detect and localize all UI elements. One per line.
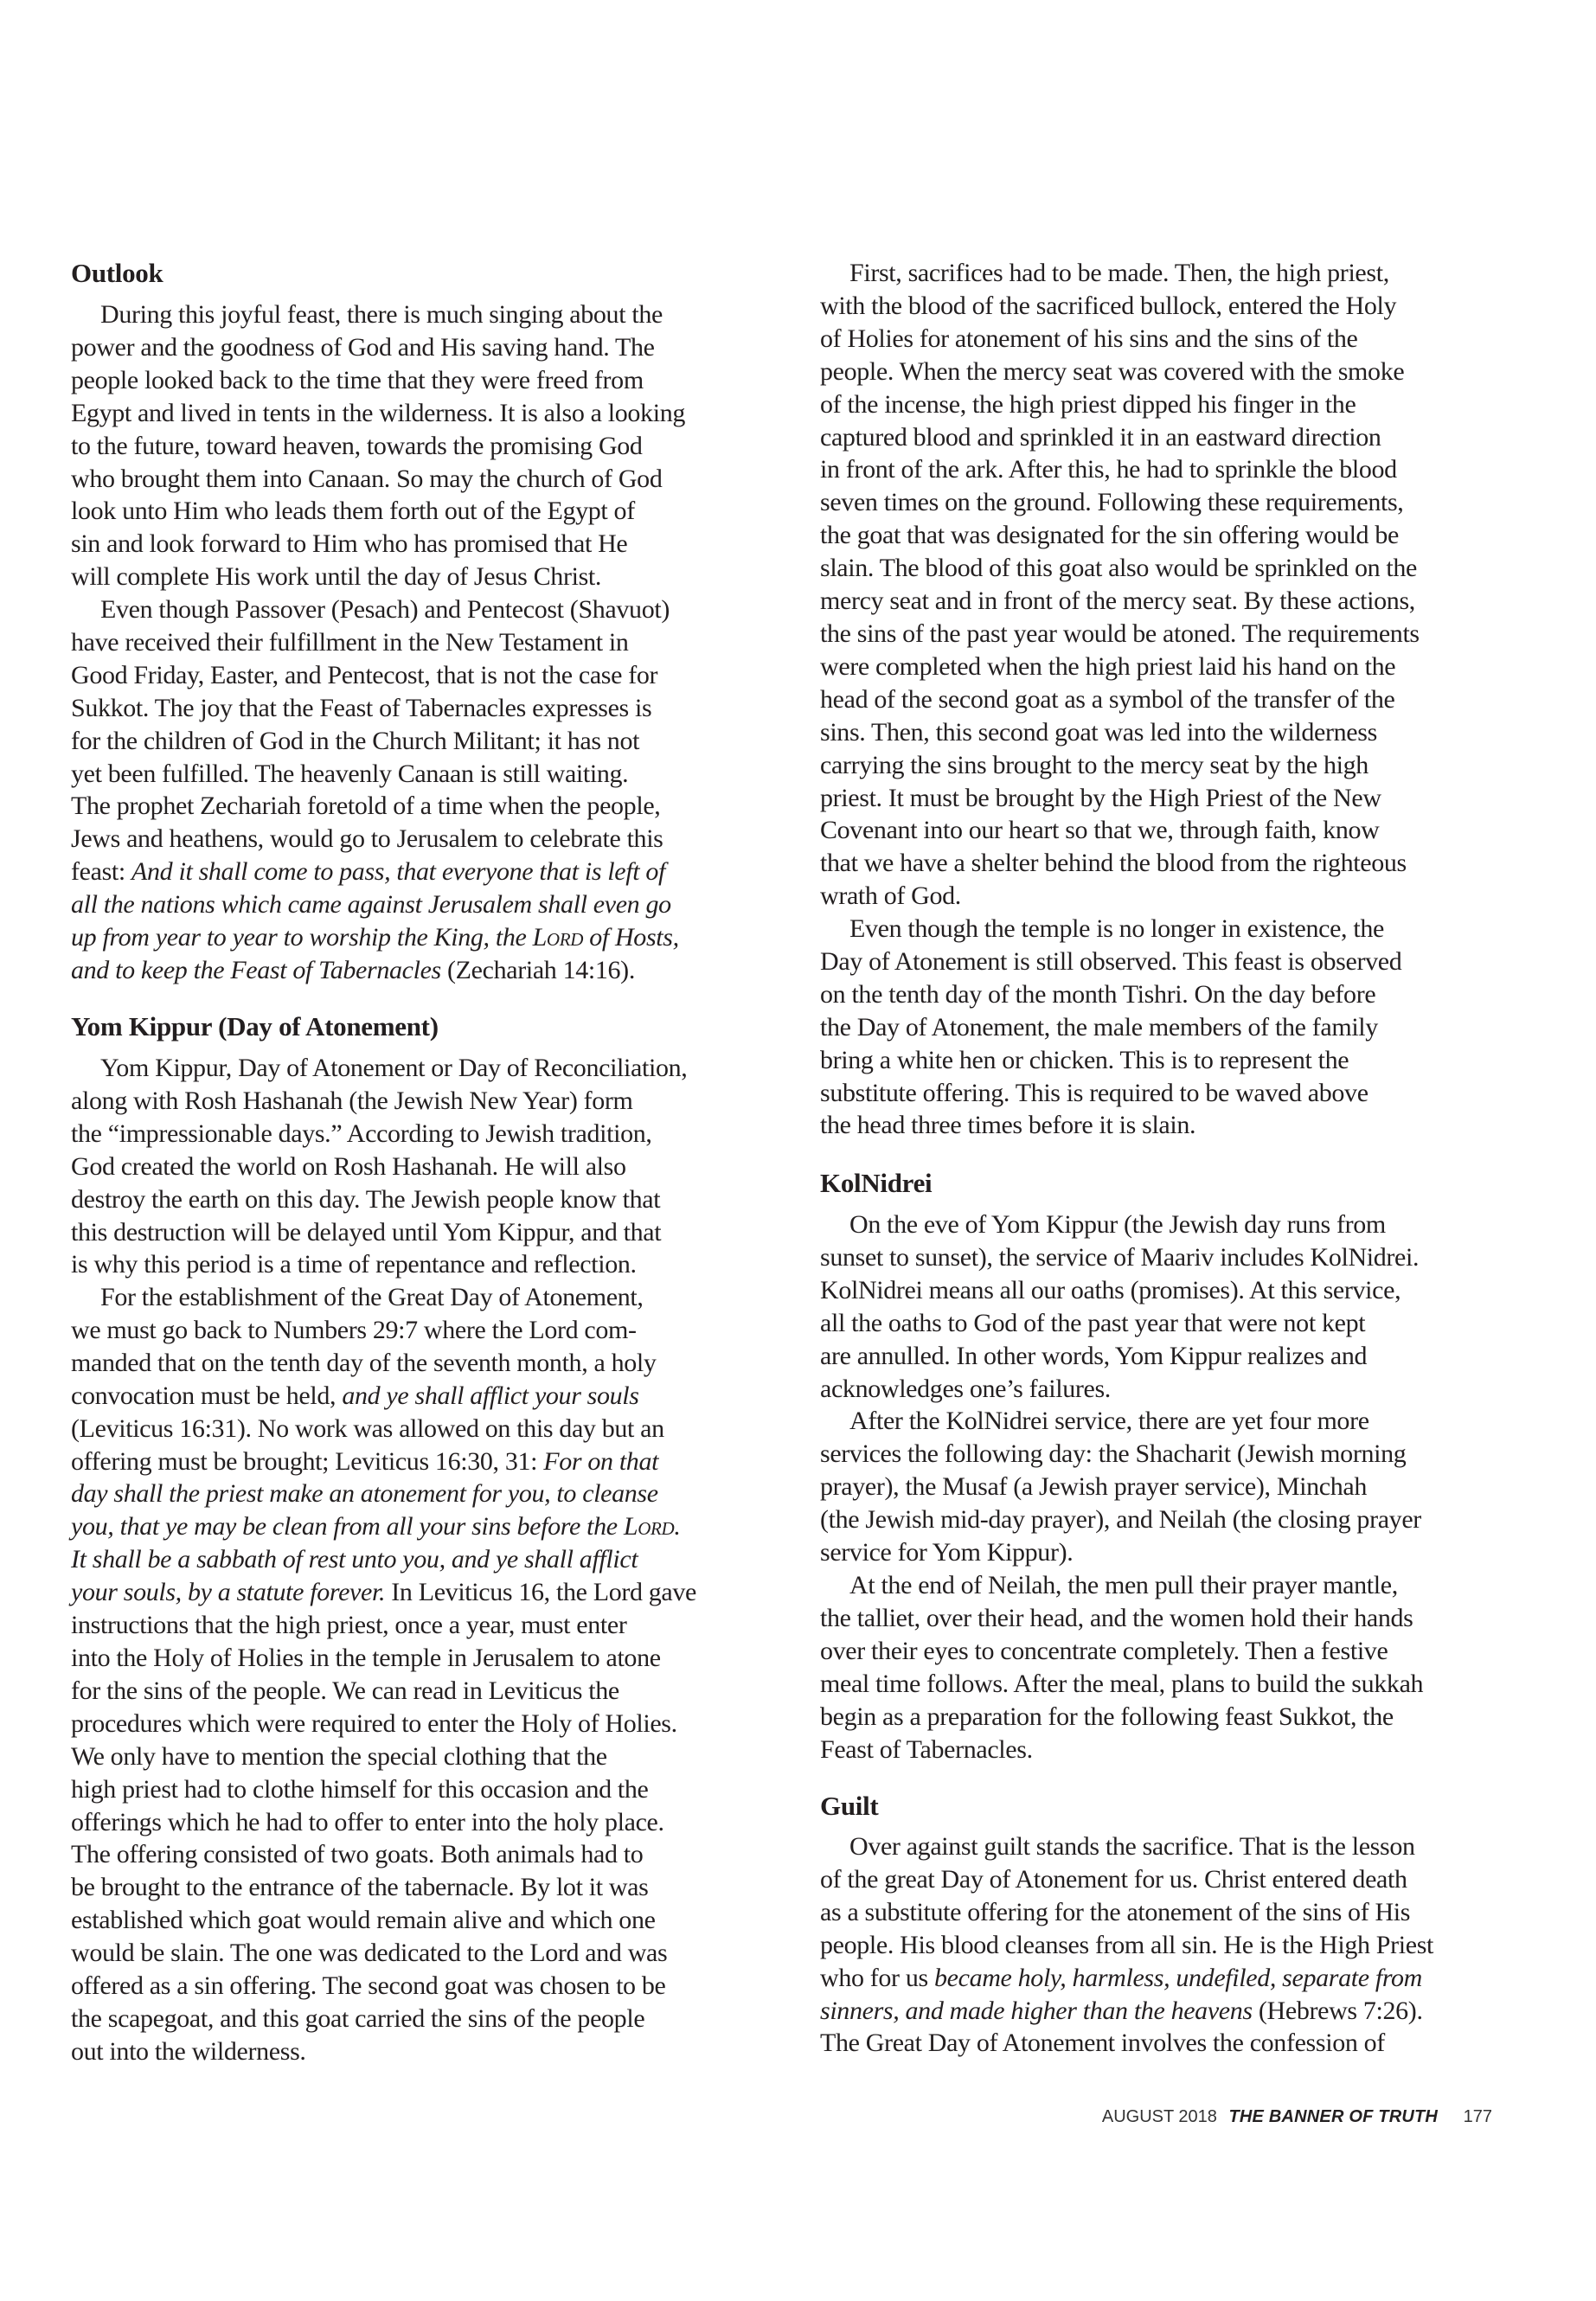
text-run: people looked back to the time that they were freed from — [71, 365, 644, 394]
text-line — [71, 1904, 815, 1937]
text-run: (Leviticus 16:31). No work was allowed on this day but an — [71, 1413, 664, 1443]
section-heading: KolNidrei — [820, 1168, 933, 1198]
text-line — [71, 823, 815, 856]
text-run: of the great Day of Atonement for us. Christ entered death — [820, 1864, 1407, 1894]
text-run: begin as a preparation for the following feast Sukkot, the — [820, 1702, 1394, 1731]
italic-run: And it shall come to pass, that everyone that is left of — [131, 857, 666, 887]
section-heading: Guilt — [820, 1791, 879, 1821]
text-run: this destruction will be delayed until Yom Kippur, and that — [71, 1217, 662, 1247]
text-run: meal time follows. After the meal, plans to build the sukkah — [820, 1669, 1424, 1698]
text-run: Jews and heathens, would go to Jerusalem to celebrate this — [71, 824, 663, 854]
text-run: offered as a sin offering. The second goat was chosen to be — [71, 1971, 666, 2001]
text-line — [820, 585, 1564, 618]
text-line — [71, 1150, 815, 1183]
text-run: the Day of Atonement, the male members of the family — [820, 1012, 1378, 1042]
text-line — [71, 495, 815, 528]
text-run: sin and look forward to Him who has promised that He — [71, 529, 628, 559]
text-line — [820, 323, 1564, 356]
text-line — [820, 1896, 1564, 1929]
text-run: Good Friday, Easter, and Pentecost, that is not the case for — [71, 660, 658, 689]
text-line — [820, 421, 1564, 454]
text-run: would be slain. The one was dedicated to the Lord and was — [71, 1939, 668, 1968]
text-line — [71, 626, 815, 659]
text-run: mercy seat and in front of the mercy seat. By these actions, — [820, 586, 1415, 616]
text-line — [820, 1635, 1564, 1668]
text-line — [71, 1183, 815, 1216]
text-run: Feast of Tabernacles. — [820, 1734, 1033, 1764]
text-run: At the end of Neilah, the men pull their prayer mantle, — [849, 1571, 1398, 1599]
italic-run: Lord — [623, 1512, 675, 1541]
text-run: substitute offering. This is required to be waved above — [820, 1078, 1368, 1107]
text-line — [71, 1248, 815, 1281]
italic-run: your souls, by a statute forever. — [71, 1578, 386, 1607]
text-line — [71, 1085, 815, 1118]
magazine-title: THE BANNER OF TRUTH — [1228, 2107, 1439, 2126]
text-run: high priest had to clothe himself for this occasion and the — [71, 1774, 649, 1804]
text-run: Over against guilt stands the sacrifice. That is the lesson — [849, 1832, 1415, 1861]
text-run: will complete His work until the day of Jesus Christ. — [71, 562, 602, 592]
text-line — [71, 1347, 815, 1380]
text-run: (the Jewish mid-day prayer), and Neilah (the closing prayer — [820, 1504, 1421, 1534]
text-line — [71, 1543, 815, 1576]
text-line — [71, 1838, 815, 1871]
text-line — [71, 2035, 815, 2068]
text-run: Even though Passover (Pesach) and Pentecost (Shavuot) — [100, 595, 670, 624]
text-line — [820, 552, 1564, 585]
text-run: head of the second goat as a symbol of the transfer of the — [820, 684, 1395, 714]
text-run: offerings which he had to offer to enter into the holy place. — [71, 1807, 664, 1836]
text-run: For the establishment of the Great Day of Atonement, — [100, 1283, 644, 1311]
text-line — [71, 364, 815, 397]
text-line — [820, 1109, 1564, 1142]
text-run: the sins of the past year would be atoned. The requirements — [820, 619, 1420, 648]
text-line — [820, 1701, 1564, 1734]
text-line — [820, 1471, 1564, 1503]
text-line — [820, 1438, 1564, 1471]
text-line — [71, 1413, 815, 1445]
text-line — [820, 847, 1564, 880]
text-run: to the future, toward heaven, towards the promising God — [71, 431, 643, 460]
text-run: The Great Day of Atonement involves the confession of — [820, 2029, 1385, 2058]
text-run: service for Yom Kippur). — [820, 1537, 1074, 1567]
text-run: over their eyes to concentrate completely. Then a festive — [820, 1636, 1388, 1665]
text-run: prayer), the Musaf (a Jewish prayer service), Minchah — [820, 1471, 1368, 1501]
text-line — [71, 331, 815, 364]
text-line — [820, 1044, 1564, 1077]
paragraph — [820, 1569, 1564, 1766]
text-line — [71, 1871, 815, 1904]
text-line — [820, 1929, 1564, 1962]
text-run: of Holies for atonement of his sins and the sins of the — [820, 324, 1358, 353]
text-run: yet been fulfilled. The heavenly Canaan is still waiting. — [71, 759, 629, 788]
text-line — [71, 1576, 815, 1609]
paragraph — [71, 1281, 815, 2068]
text-line — [71, 1052, 815, 1085]
issue-date: AUGUST 2018 — [1101, 2107, 1217, 2126]
text-run: who for us — [820, 1963, 934, 1992]
section-heading: Yom Kippur (Day of Atonement) — [71, 1011, 439, 1042]
text-run: were completed when the high priest laid his hand on the — [820, 651, 1396, 681]
text-line — [71, 298, 815, 331]
text-run: acknowledges one’s failures. — [820, 1374, 1111, 1403]
text-run: the scapegoat, and this goat carried the sins of the people — [71, 2003, 645, 2033]
text-line — [820, 486, 1564, 519]
text-run: sins. Then, this second goat was led into the wilderness — [820, 717, 1377, 747]
text-run: is why this period is a time of repentance and reflection. — [71, 1250, 637, 1279]
text-run: people. His blood cleanses from all sin. He is the High Priest — [820, 1930, 1434, 1959]
text-run: the “impressionable days.” According to Jewish tradition, — [71, 1118, 652, 1148]
text-run: In Leviticus 16, the Lord gave — [385, 1578, 697, 1607]
text-run: slain. The blood of this goat also would be sprinkled on the — [820, 554, 1418, 583]
text-run: in front of the ark. After this, he had to sprinkle the blood — [820, 455, 1397, 484]
text-run: of the incense, the high priest dipped his finger in the — [820, 389, 1356, 419]
text-line — [820, 913, 1564, 945]
text-line — [71, 593, 815, 626]
text-run: First, sacrifices had to be made. Then, the high priest, — [849, 259, 1389, 287]
text-run: are annulled. In other words, Yom Kippur realizes and — [820, 1341, 1368, 1370]
text-run: carrying the sins brought to the mercy seat by the high — [820, 750, 1368, 779]
italic-run: became holy, harmless, undefiled, separate from — [933, 1963, 1422, 1992]
text-line — [820, 1503, 1564, 1536]
text-line — [71, 1970, 815, 2003]
italic-run: you, that ye may be clean from all your sins before the — [71, 1512, 624, 1541]
text-line — [71, 430, 815, 463]
paragraph — [71, 593, 815, 987]
text-line — [820, 290, 1564, 323]
text-run: wrath of God. — [820, 881, 961, 911]
text-run: The offering consisted of two goats. Both animals had to — [71, 1840, 644, 1869]
text-line — [820, 683, 1564, 716]
text-run: the talliet, over their head, and the women hold their hands — [820, 1603, 1413, 1632]
page-footer — [1102, 2107, 1492, 2127]
text-line — [820, 716, 1564, 749]
text-run: convocation must be held, — [71, 1381, 343, 1410]
section-heading: Outlook — [71, 258, 163, 288]
paragraph — [71, 298, 815, 593]
text-run: instructions that the high priest, once a year, must enter — [71, 1611, 627, 1640]
paragraph — [820, 1830, 1564, 2060]
text-line — [820, 1536, 1564, 1569]
text-run: feast: — [71, 857, 132, 887]
text-line — [820, 1274, 1564, 1307]
text-run: have received their fulfillment in the New Testament in — [71, 627, 629, 657]
text-run: God created the world on Rosh Hashanah. He will also — [71, 1151, 626, 1181]
text-line — [71, 1806, 815, 1839]
italic-run: . — [674, 1512, 681, 1541]
text-line — [71, 1708, 815, 1740]
text-run: people. When the mercy seat was covered with the smoke — [820, 356, 1405, 386]
italic-run: Lord — [532, 923, 584, 952]
text-run: as a substitute offering for the atonement of the sins of His — [820, 1897, 1411, 1926]
text-line — [820, 388, 1564, 421]
text-run: along with Rosh Hashanah (the Jewish New Year) form — [71, 1086, 633, 1115]
text-line — [71, 1609, 815, 1642]
text-line — [820, 1077, 1564, 1110]
paragraph — [820, 1208, 1564, 1405]
text-run: the head three times before it is slain. — [820, 1111, 1196, 1140]
text-run: Sukkot. The joy that the Feast of Tabernacles expresses is — [71, 693, 652, 722]
text-line — [820, 1405, 1564, 1438]
text-run: Even though the temple is no longer in existence, the — [849, 914, 1384, 943]
text-run: We only have to mention the special clothing that the — [71, 1741, 607, 1771]
italic-run: up from year to year to worship the King, the — [71, 923, 533, 952]
text-line — [820, 1602, 1564, 1635]
text-run: established which goat would remain alive and which one — [71, 1906, 656, 1935]
paragraph — [820, 257, 1564, 913]
italic-run: It shall be a sabbath of rest unto you, and ye shall afflict — [71, 1545, 638, 1574]
page-number: 177 — [1463, 2107, 1492, 2126]
text-line — [71, 725, 815, 758]
text-line — [71, 1675, 815, 1708]
text-line — [820, 1863, 1564, 1896]
text-line — [71, 1642, 815, 1675]
text-run: Covenant into our heart so that we, through faith, know — [820, 816, 1380, 845]
italic-run: sinners, and made higher than the heavens — [820, 1996, 1253, 2025]
text-run: with the blood of the sacrificed bullock, entered the Holy — [820, 291, 1397, 320]
italic-run: For on that — [543, 1446, 659, 1476]
text-line — [71, 1314, 815, 1347]
text-line — [820, 880, 1564, 913]
text-run: destroy the earth on this day. The Jewish people know that — [71, 1184, 661, 1214]
italic-run: of Hosts, — [583, 923, 679, 952]
text-line — [71, 1118, 815, 1150]
text-line — [820, 1734, 1564, 1766]
text-run: sunset to sunset), the service of Maariv includes KolNidrei. — [820, 1242, 1420, 1272]
text-run: all the oaths to God of the past year that were not kept — [820, 1308, 1366, 1337]
text-line — [71, 1477, 815, 1510]
text-run: power and the goodness of God and His saving hand. The — [71, 332, 655, 362]
text-run: After the KolNidrei service, there are yet four more — [849, 1407, 1369, 1435]
text-run: on the tenth day of the month Tishri. On the day before — [820, 979, 1376, 1009]
text-run: that we have a shelter behind the blood from the righteous — [820, 849, 1407, 878]
text-line — [820, 1569, 1564, 1602]
text-line — [820, 1307, 1564, 1340]
text-line — [71, 1380, 815, 1413]
text-run: out into the wilderness. — [71, 2036, 306, 2066]
text-run: captured blood and sprinkled it in an eastward direction — [820, 422, 1381, 452]
text-run: (Hebrews 7:26). — [1252, 1996, 1423, 2025]
italic-run: and ye shall afflict your souls — [342, 1381, 639, 1410]
paragraph — [820, 1405, 1564, 1569]
text-line — [71, 1216, 815, 1249]
text-run: for the children of God in the Church Militant; it has not — [71, 726, 640, 755]
text-run: The prophet Zechariah foretold of a time when the people, — [71, 792, 661, 821]
text-line — [71, 528, 815, 561]
text-run: procedures which were required to enter the Holy of Holies. — [71, 1708, 677, 1738]
text-line — [71, 561, 815, 593]
text-line — [820, 1011, 1564, 1044]
text-run: seven times on the ground. Following these requirements, — [820, 488, 1404, 517]
text-line — [71, 856, 815, 888]
text-line — [820, 749, 1564, 782]
text-line — [820, 945, 1564, 978]
text-line — [820, 814, 1564, 847]
paragraph — [820, 913, 1564, 1142]
text-line — [820, 618, 1564, 651]
text-line — [71, 758, 815, 791]
text-run: On the eve of Yom Kippur (the Jewish day runs from — [849, 1210, 1386, 1239]
text-line — [71, 921, 815, 954]
text-line — [71, 1281, 815, 1314]
text-run: the goat that was designated for the sin offering would be — [820, 521, 1399, 550]
text-run: who brought them into Canaan. So may the church of God — [71, 464, 663, 493]
text-run: offering must be brought; Leviticus 16:30, 31: — [71, 1446, 544, 1476]
text-run: look unto Him who leads them forth out of the Egypt of — [71, 497, 635, 526]
text-line — [71, 1445, 815, 1478]
text-line — [820, 1208, 1564, 1241]
text-run: we must go back to Numbers 29:7 where the Lord com- — [71, 1315, 637, 1344]
text-run: priest. It must be brought by the High Priest of the New — [820, 783, 1381, 812]
text-run: Yom Kippur, Day of Atonement or Day of Reconciliation, — [100, 1054, 688, 1082]
italic-run: all the nations which came against Jerusalem shall even go — [71, 890, 671, 920]
text-line — [820, 1373, 1564, 1406]
text-run: bring a white hen or chicken. This is to represent the — [820, 1045, 1349, 1074]
text-run: Day of Atonement is still observed. This feast is observed — [820, 946, 1402, 976]
italic-run: day shall the priest make an atonement for you, to cleanse — [71, 1479, 658, 1509]
text-line — [820, 1962, 1564, 1995]
italic-run: and to keep the Feast of Tabernacles — [71, 955, 441, 984]
text-run: During this joyful feast, there is much singing about the — [100, 300, 663, 329]
text-line — [820, 1668, 1564, 1701]
text-run: for the sins of the people. We can read in Leviticus the — [71, 1676, 619, 1705]
text-line — [71, 888, 815, 921]
text-line — [820, 356, 1564, 388]
text-run: into the Holy of Holies in the temple in Jerusalem to atone — [71, 1643, 661, 1672]
text-run: manded that on the tenth day of the seventh month, a holy — [71, 1348, 657, 1377]
paragraph — [71, 1052, 815, 1281]
text-line — [71, 1510, 815, 1543]
text-line — [71, 2003, 815, 2035]
text-line — [71, 1740, 815, 1773]
text-line — [71, 692, 815, 725]
text-line — [820, 1995, 1564, 2028]
text-line — [820, 1241, 1564, 1274]
text-line — [71, 1937, 815, 1970]
text-run: (Zechariah 14:16). — [440, 955, 635, 984]
text-line — [71, 1773, 815, 1806]
text-run: KolNidrei means all our oaths (promises). At this service, — [820, 1275, 1401, 1304]
text-line — [820, 782, 1564, 815]
text-line — [820, 257, 1564, 290]
text-line — [820, 651, 1564, 683]
text-line — [71, 397, 815, 430]
text-line — [71, 954, 815, 987]
text-line — [71, 659, 815, 692]
text-run: be brought to the entrance of the tabernacle. By lot it was — [71, 1873, 649, 1902]
text-line — [820, 2027, 1564, 2060]
text-line — [820, 978, 1564, 1011]
text-line — [71, 790, 815, 823]
text-line — [71, 463, 815, 496]
text-line — [820, 453, 1564, 486]
text-line — [820, 1340, 1564, 1373]
text-line — [820, 519, 1564, 552]
text-run: Egypt and lived in tents in the wilderness. It is also a looking — [71, 398, 685, 427]
text-run: services the following day: the Shacharit (Jewish morning — [820, 1439, 1407, 1468]
text-line — [820, 1830, 1564, 1863]
